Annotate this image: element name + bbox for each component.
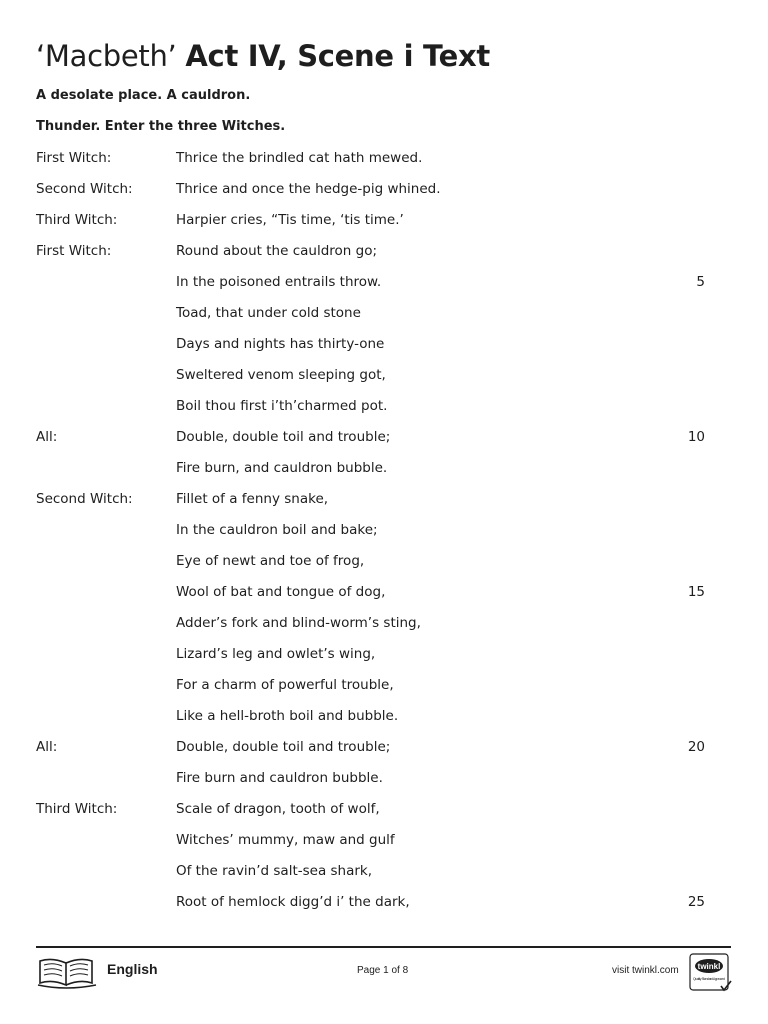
script-line [0,894,768,914]
line-text: Thrice and once the hedge-pig whined. [176,181,441,197]
script-line [0,522,768,542]
script-line [0,646,768,666]
line-text: In the cauldron boil and bake; [176,522,378,538]
script-line [0,398,768,418]
line-text: In the poisoned entrails throw. [176,274,382,290]
script-line [0,305,768,325]
line-text: Toad, that under cold stone [176,305,361,321]
line-text: Adder’s fork and blind-worm’s sting, [176,615,421,631]
stage-direction-setting: A desolate place. A cauldron. [36,88,251,103]
footer-divider [36,946,731,948]
line-text: Harpier cries, “Tis time, ‘tis time.’ [176,212,404,228]
line-text: Root of hemlock digg’d i’ the dark, [176,894,410,910]
script-line [0,212,768,232]
line-number: 25 [687,894,705,910]
script-line [0,801,768,821]
script-line [0,336,768,356]
script-line [0,770,768,790]
speaker-label: First Witch: [36,150,112,166]
line-text: Double, double toil and trouble; [176,739,391,755]
quality-badge [689,953,733,993]
script-line [0,584,768,604]
speaker-label: Second Witch: [36,491,133,507]
script-line [0,739,768,759]
line-text: Of the ravin’d salt-sea shark, [176,863,373,879]
speaker-label: All: [36,739,58,755]
badge-caption: Quality Standard Approved [693,977,725,981]
line-text: Eye of newt and toe of frog, [176,553,365,569]
line-text: Scale of dragon, tooth of wolf, [176,801,380,817]
script-line [0,832,768,852]
script-line [0,460,768,480]
script-line [0,615,768,635]
speaker-label: Third Witch: [36,212,118,228]
line-text: For a charm of powerful trouble, [176,677,394,693]
badge-logo-text: twinkl [697,962,721,971]
stage-direction-entrance: Thunder. Enter the three Witches. [36,119,286,134]
footer-page-number: Page 1 of 8 [357,965,409,976]
script-line [0,367,768,387]
line-number: 20 [687,739,705,755]
line-number: 5 [696,274,705,290]
script-line [0,150,768,170]
book-icon [36,953,98,989]
script-line [0,677,768,697]
line-text: Days and nights has thirty-one [176,336,385,352]
script-line [0,429,768,449]
title-play-name: ‘Macbeth’ [36,39,177,73]
title-act-scene: Act IV, Scene i Text [185,39,490,73]
footer-subject: English [107,961,158,977]
line-text: Round about the cauldron go; [176,243,378,259]
line-text: Thrice the brindled cat hath mewed. [176,150,423,166]
line-number: 15 [687,584,705,600]
script-line [0,181,768,201]
line-text: Lizard’s leg and owlet’s wing, [176,646,376,662]
footer-website[interactable]: visit twinkl.com [612,965,679,976]
script-line [0,274,768,294]
line-text: Fire burn and cauldron bubble. [176,770,383,786]
page-title [36,36,490,76]
line-text: Sweltered venom sleeping got, [176,367,386,383]
line-text: Fire burn, and cauldron bubble. [176,460,388,476]
speaker-label: Third Witch: [36,801,118,817]
speaker-label: Second Witch: [36,181,133,197]
line-text: Double, double toil and trouble; [176,429,391,445]
line-text: Fillet of a fenny snake, [176,491,329,507]
line-text: Like a hell-broth boil and bubble. [176,708,399,724]
line-text: Witches’ mummy, maw and gulf [176,832,395,848]
line-text: Boil thou first i’th’charmed pot. [176,398,388,414]
script-line [0,863,768,883]
script-line [0,243,768,263]
script-line [0,553,768,573]
speaker-label: First Witch: [36,243,112,259]
script-line [0,708,768,728]
line-number: 10 [687,429,705,445]
script-line [0,491,768,511]
speaker-label: All: [36,429,58,445]
line-text: Wool of bat and tongue of dog, [176,584,386,600]
